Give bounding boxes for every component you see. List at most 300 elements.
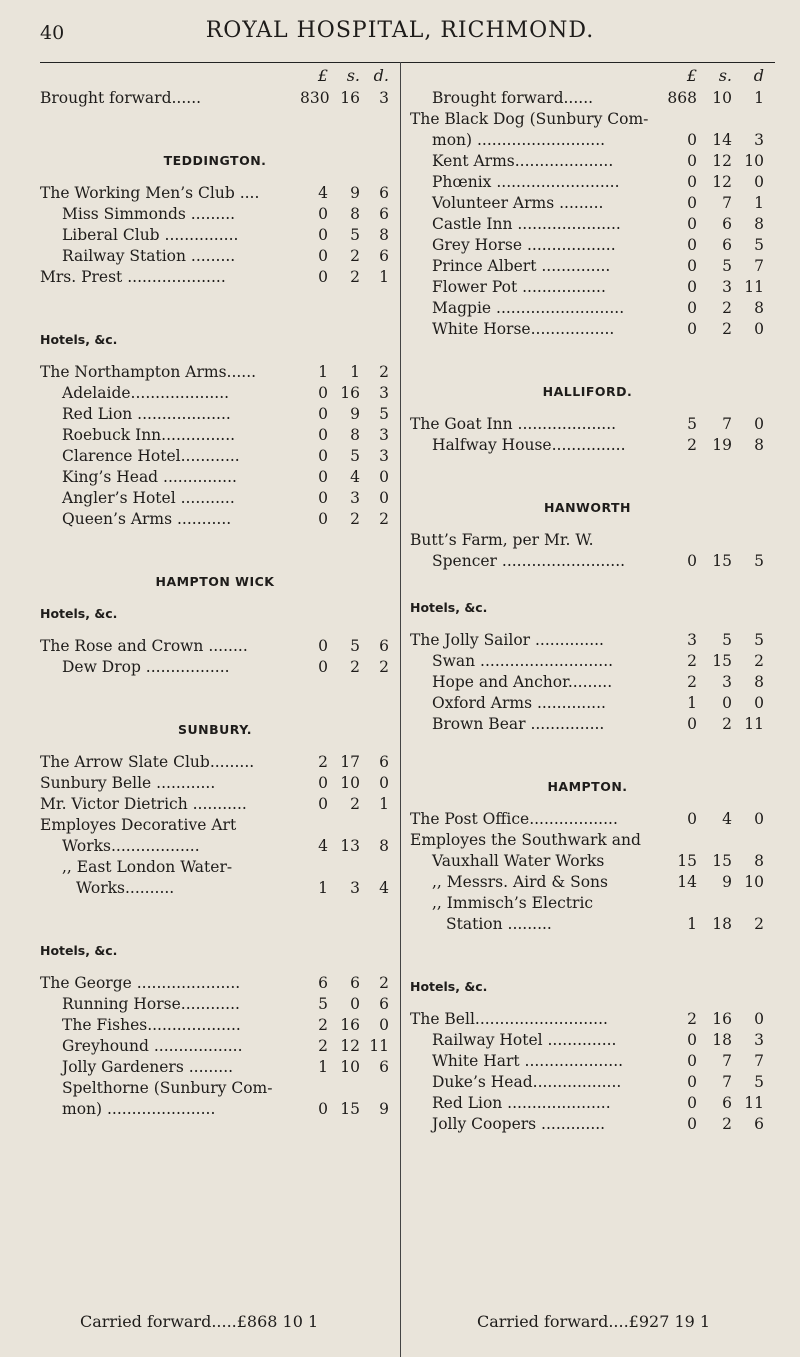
amount-pence: 5 (754, 1073, 764, 1091)
amount-pence: 8 (754, 436, 764, 454)
ledger-row (40, 183, 390, 204)
amount-pounds: 1 (318, 1058, 328, 1076)
amount-shillings: 5 (350, 637, 360, 655)
entry-label: Hope and Anchor......... (432, 673, 613, 691)
amount-shillings: 3 (722, 278, 732, 296)
amount-shillings: 7 (722, 1052, 732, 1070)
amount-pounds: 0 (687, 299, 697, 317)
section-subheading-sunbury-hotels: Hotels, &c. (40, 943, 118, 958)
entry-label: ,, Messrs. Aird & Sons (432, 873, 608, 891)
entry-label: Station ......... (446, 915, 552, 933)
entry-label: The Working Men’s Club .... (40, 184, 260, 202)
page-header (0, 12, 800, 52)
amount-pence: 5 (754, 631, 764, 649)
amount-pence: 6 (379, 995, 389, 1013)
entry-label: Castle Inn ..................... (432, 215, 621, 233)
amount-pence: 8 (754, 215, 764, 233)
amount-shillings: 3 (350, 489, 360, 507)
amount-shillings: 13 (340, 837, 360, 855)
entry-label: Magpie .......................... (432, 299, 625, 317)
hanworth-list (410, 530, 765, 572)
entry-label: Sunbury Belle ............ (40, 774, 216, 792)
ledger-row (410, 1093, 765, 1114)
teddington-hotels-list (40, 362, 390, 530)
ledger-row (410, 256, 765, 277)
ledger-row (410, 809, 765, 830)
entry-label: Railway Station ......... (62, 247, 236, 265)
entry-label: Jolly Coopers ............. (432, 1115, 606, 1133)
amount-shillings: 7 (722, 1073, 732, 1091)
amount-pence: 0 (379, 774, 389, 792)
amount-shillings: 12 (340, 1037, 360, 1055)
ledger-row (40, 752, 390, 773)
amount-pence: 8 (379, 837, 389, 855)
amount-shillings: 17 (340, 753, 360, 771)
ledger-row (40, 267, 390, 288)
brought-forward-row (410, 88, 765, 109)
ledger-row (410, 435, 765, 456)
amount-shillings: 18 (712, 1031, 732, 1049)
amount-pence: 6 (379, 637, 389, 655)
sunbury-list (40, 752, 390, 899)
ledger-row (410, 414, 765, 435)
amount-shillings: 6 (722, 236, 732, 254)
entry-label: White Hart .................... (432, 1052, 624, 1070)
amount-pounds: 0 (318, 1100, 328, 1118)
amount-pounds: 0 (687, 1094, 697, 1112)
section-heading-hampton: HAMPTON. (547, 779, 628, 794)
entry-label: ,, East London Water- (62, 858, 233, 876)
amount-pence: 6 (379, 205, 389, 223)
entry-label: Miss Simmonds ......... (62, 205, 236, 223)
entry-label: Oxford Arms .............. (432, 694, 606, 712)
amount-pence: 3 (379, 447, 389, 465)
amount-pence: 11 (744, 278, 764, 296)
amount-pence: 0 (754, 694, 764, 712)
entry-label: mon) ...................... (62, 1100, 216, 1118)
ledger-row (410, 298, 765, 319)
currency-header (410, 66, 765, 88)
entry-label: Works.................. (62, 837, 200, 855)
ledger-row (410, 1009, 765, 1030)
amount-pounds: 0 (687, 552, 697, 570)
entry-label: Adelaide.................... (62, 384, 230, 402)
section-subheading-hanworth-hotels: Hotels, &c. (410, 600, 488, 615)
sunbury-continued-list (410, 109, 765, 340)
hampton-hotels-list (410, 1009, 765, 1135)
ledger-row (410, 214, 765, 235)
pounds-unit: £ (686, 66, 697, 85)
ledger-row (410, 1114, 765, 1135)
amount-pence: 3 (754, 1031, 764, 1049)
amount-pence: 2 (754, 915, 764, 933)
ledger-row (40, 1099, 390, 1120)
section-subheading-hampton-wick-hotels: Hotels, &c. (40, 606, 118, 621)
amount-pence: 11 (369, 1037, 389, 1055)
amount-shillings: 16 (340, 89, 360, 107)
ledger-row (410, 130, 765, 151)
amount-pence: 2 (379, 974, 389, 992)
amount-pounds: 0 (687, 1052, 697, 1070)
amount-shillings: 12 (712, 173, 732, 191)
ledger-row (40, 1078, 390, 1099)
amount-shillings: 15 (712, 852, 732, 870)
entry-label: Red Lion ................... (62, 405, 231, 423)
amount-shillings: 10 (340, 774, 360, 792)
entry-label: Liberal Club ............... (62, 226, 239, 244)
carried-forward-right: Carried forward....£927 19 1 (477, 1312, 711, 1331)
amount-shillings: 8 (350, 426, 360, 444)
ledger-row (40, 225, 390, 246)
amount-pence: 0 (379, 1016, 389, 1034)
amount-pence: 4 (379, 879, 389, 897)
amount-pounds: 0 (318, 247, 328, 265)
amount-shillings: 3 (722, 673, 732, 691)
amount-pounds: 0 (687, 131, 697, 149)
amount-shillings: 2 (350, 658, 360, 676)
entry-label: Prince Albert .............. (432, 257, 611, 275)
pence-unit: d (753, 66, 764, 85)
entry-label: Duke’s Head.................. (432, 1073, 622, 1091)
page-number: 40 (40, 22, 65, 44)
amount-pounds: 2 (687, 436, 697, 454)
shillings-unit: s. (718, 66, 732, 85)
entry-label: Clarence Hotel............ (62, 447, 240, 465)
entry-label: Volunteer Arms ......... (432, 194, 604, 212)
amount-shillings: 9 (722, 873, 732, 891)
amount-shillings: 5 (722, 257, 732, 275)
entry-label: Flower Pot ................. (432, 278, 606, 296)
currency-header (40, 66, 390, 88)
ledger-row (40, 488, 390, 509)
amount-pence: 0 (754, 1010, 764, 1028)
amount-pounds: 2 (687, 652, 697, 670)
shillings-unit: s. (346, 66, 360, 85)
amount-pence: 1 (754, 194, 764, 212)
amount-pence: 8 (754, 673, 764, 691)
ledger-row (410, 630, 765, 651)
ledger-row (410, 172, 765, 193)
amount-shillings: 2 (350, 510, 360, 528)
entry-label: Kent Arms.................... (432, 152, 614, 170)
entry-label: The Goat Inn .................... (410, 415, 617, 433)
entry-label: Mr. Victor Dietrich ........... (40, 795, 247, 813)
amount-pence: 2 (754, 652, 764, 670)
brought-forward-label: Brought forward...... (40, 89, 202, 107)
amount-pounds: 5 (687, 415, 697, 433)
amount-shillings: 2 (722, 299, 732, 317)
amount-pounds: 0 (318, 774, 328, 792)
left-column (40, 66, 390, 1120)
amount-pence: 0 (379, 468, 389, 486)
amount-pence: 0 (379, 489, 389, 507)
amount-pounds: 0 (687, 173, 697, 191)
ledger-row (410, 851, 765, 872)
section-heading-teddington: TEDDINGTON. (163, 153, 267, 168)
ledger-row (40, 246, 390, 267)
amount-shillings: 12 (712, 152, 732, 170)
ledger-row (40, 773, 390, 794)
ledger-row (410, 914, 765, 935)
amount-pounds: 2 (687, 673, 697, 691)
amount-pence: 0 (754, 810, 764, 828)
amount-pounds: 0 (318, 795, 328, 813)
entry-label: The Jolly Sailor .............. (410, 631, 604, 649)
amount-pence: 1 (379, 268, 389, 286)
entry-label: Swan ........................... (432, 652, 614, 670)
ledger-row (40, 878, 390, 899)
amount-shillings: 2 (350, 247, 360, 265)
ledger-row (40, 1057, 390, 1078)
amount-pence: 0 (754, 415, 764, 433)
entry-label: Running Horse............ (62, 995, 240, 1013)
amount-pence: 5 (754, 552, 764, 570)
amount-pence: 7 (754, 1052, 764, 1070)
ledger-row (40, 362, 390, 383)
pounds-unit: £ (317, 66, 328, 85)
amount-pence: 8 (379, 226, 389, 244)
amount-pence: 8 (754, 299, 764, 317)
entry-label: Red Lion ..................... (432, 1094, 611, 1112)
entry-label: King’s Head ............... (62, 468, 237, 486)
ledger-row (410, 235, 765, 256)
amount-pounds: 0 (687, 257, 697, 275)
amount-pounds: 0 (318, 468, 328, 486)
entry-label: Spelthorne (Sunbury Com- (62, 1079, 273, 1097)
amount-pounds: 0 (318, 637, 328, 655)
amount-pounds: 0 (687, 194, 697, 212)
amount-pence: 2 (379, 658, 389, 676)
amount-shillings: 5 (350, 447, 360, 465)
ledger-row (410, 893, 765, 914)
amount-pence: 10 (744, 152, 764, 170)
ledger-row (40, 1036, 390, 1057)
section-subheading-teddington-hotels: Hotels, &c. (40, 332, 118, 347)
amount-pounds: 0 (318, 426, 328, 444)
entry-label: Grey Horse .................. (432, 236, 616, 254)
ledger-row (410, 530, 765, 551)
ledger-row (40, 636, 390, 657)
amount-pence: 3 (379, 89, 389, 107)
entry-label: Dew Drop ................. (62, 658, 230, 676)
amount-pounds: 830 (300, 89, 330, 107)
entry-label: Jolly Gardeners ......... (62, 1058, 234, 1076)
amount-shillings: 4 (350, 468, 360, 486)
amount-shillings: 15 (712, 652, 732, 670)
ledger-row (40, 204, 390, 225)
amount-pounds: 4 (318, 184, 328, 202)
ledger-row (40, 657, 390, 678)
amount-pence: 11 (744, 715, 764, 733)
amount-pence: 7 (754, 257, 764, 275)
ledger-row (40, 1015, 390, 1036)
ledger-row (410, 193, 765, 214)
amount-pounds: 0 (318, 268, 328, 286)
sunbury-hotels-list (40, 973, 390, 1120)
amount-pence: 5 (379, 405, 389, 423)
amount-shillings: 6 (350, 974, 360, 992)
ledger-row (410, 1072, 765, 1093)
amount-pounds: 14 (677, 873, 697, 891)
amount-pounds: 2 (687, 1010, 697, 1028)
ledger-row (40, 973, 390, 994)
amount-pounds: 0 (318, 510, 328, 528)
amount-shillings: 6 (722, 1094, 732, 1112)
top-rule (40, 62, 775, 63)
entry-label: Angler’s Hotel ........... (62, 489, 235, 507)
amount-shillings: 2 (722, 715, 732, 733)
amount-shillings: 7 (722, 194, 732, 212)
ledger-row (410, 551, 765, 572)
amount-pence: 11 (744, 1094, 764, 1112)
amount-pence: 2 (379, 363, 389, 381)
entry-label: Spencer ......................... (432, 552, 626, 570)
amount-pounds: 0 (687, 320, 697, 338)
amount-shillings: 9 (350, 184, 360, 202)
amount-pounds: 2 (318, 1016, 328, 1034)
amount-pounds: 0 (318, 226, 328, 244)
section-heading-hanworth: HANWORTH (543, 500, 632, 515)
amount-shillings: 15 (712, 552, 732, 570)
ledger-row (410, 693, 765, 714)
entry-label: White Horse................. (432, 320, 615, 338)
amount-shillings: 0 (350, 995, 360, 1013)
entry-label: Employes Decorative Art (40, 816, 237, 834)
amount-shillings: 16 (340, 384, 360, 402)
amount-shillings: 1 (350, 363, 360, 381)
amount-pence: 0 (754, 320, 764, 338)
amount-shillings: 16 (712, 1010, 732, 1028)
ledger-row (410, 319, 765, 340)
amount-shillings: 3 (350, 879, 360, 897)
teddington-list (40, 183, 390, 288)
entry-label: Railway Hotel .............. (432, 1031, 617, 1049)
ledger-row (40, 857, 390, 878)
amount-shillings: 4 (722, 810, 732, 828)
entry-label: The George ..................... (40, 974, 241, 992)
amount-pounds: 0 (318, 405, 328, 423)
ledger-row (40, 383, 390, 404)
ledger-row (40, 815, 390, 836)
amount-shillings: 2 (722, 320, 732, 338)
entry-label: Brown Bear ............... (432, 715, 605, 733)
running-title: ROYAL HOSPITAL, RICHMOND. (205, 18, 595, 43)
pence-unit: d. (373, 66, 389, 85)
amount-shillings: 5 (350, 226, 360, 244)
amount-pounds: 0 (687, 715, 697, 733)
amount-shillings: 2 (722, 1115, 732, 1133)
amount-pounds: 0 (687, 810, 697, 828)
ledger-row (410, 672, 765, 693)
ledger-row (40, 836, 390, 857)
ledger-row (410, 872, 765, 893)
entry-label: Vauxhall Water Works (432, 852, 605, 870)
amount-shillings: 19 (712, 436, 732, 454)
ledger-row (410, 151, 765, 172)
amount-pounds: 2 (318, 753, 328, 771)
entry-label: Greyhound .................. (62, 1037, 243, 1055)
section-heading-sunbury: SUNBURY. (178, 722, 252, 737)
right-column (410, 66, 765, 1135)
amount-pounds: 0 (687, 1073, 697, 1091)
amount-shillings: 10 (340, 1058, 360, 1076)
amount-pounds: 0 (687, 236, 697, 254)
entry-label: Works.......... (76, 879, 175, 897)
ledger-row (410, 714, 765, 735)
amount-pence: 3 (379, 426, 389, 444)
entry-label: Employes the Southwark and (410, 831, 641, 849)
amount-pounds: 0 (687, 215, 697, 233)
ledger-row (40, 509, 390, 530)
hanworth-hotels-list (410, 630, 765, 735)
amount-pence: 6 (379, 184, 389, 202)
section-heading-halliford: HALLIFORD. (542, 384, 633, 399)
amount-shillings: 6 (722, 215, 732, 233)
entry-label: Halfway House............... (432, 436, 626, 454)
amount-pence: 3 (754, 131, 764, 149)
amount-pence: 8 (754, 852, 764, 870)
amount-pounds: 2 (318, 1037, 328, 1055)
amount-pence: 6 (379, 1058, 389, 1076)
amount-pounds: 0 (318, 205, 328, 223)
ledger-row (40, 425, 390, 446)
entry-label: The Post Office.................. (410, 810, 618, 828)
amount-pence: 9 (379, 1100, 389, 1118)
ledger-row (410, 830, 765, 851)
entry-label: Butt’s Farm, per Mr. W. (410, 531, 594, 549)
ledger-row (410, 651, 765, 672)
entry-label: ,, Immisch’s Electric (432, 894, 594, 912)
amount-pounds: 4 (318, 837, 328, 855)
amount-shillings: 7 (722, 415, 732, 433)
amount-pounds: 0 (318, 447, 328, 465)
entry-label: The Northampton Arms...... (40, 363, 257, 381)
amount-pounds: 0 (687, 152, 697, 170)
ledger-row (410, 1030, 765, 1051)
amount-pence: 5 (754, 236, 764, 254)
amount-pounds: 0 (687, 278, 697, 296)
amount-shillings: 8 (350, 205, 360, 223)
entry-label: The Fishes................... (62, 1016, 241, 1034)
amount-shillings: 0 (722, 694, 732, 712)
entry-label: Phœnix ......................... (432, 173, 620, 191)
ledger-row (40, 994, 390, 1015)
ledger-row (410, 277, 765, 298)
amount-shillings: 18 (712, 915, 732, 933)
entry-label: The Bell........................... (410, 1010, 608, 1028)
entry-label: The Rose and Crown ........ (40, 637, 248, 655)
amount-pence: 1 (379, 795, 389, 813)
entry-label: The Black Dog (Sunbury Com- (410, 110, 649, 128)
hampton-list (410, 809, 765, 935)
brought-forward-label: Brought forward...... (432, 89, 594, 107)
ledger-row (410, 1051, 765, 1072)
amount-pence: 6 (754, 1115, 764, 1133)
amount-pence: 6 (379, 247, 389, 265)
entry-label: Queen’s Arms ........... (62, 510, 232, 528)
column-divider (400, 62, 401, 1357)
ledger-row (40, 446, 390, 467)
amount-pounds: 1 (318, 879, 328, 897)
ledger-row (40, 467, 390, 488)
amount-pence: 1 (754, 89, 764, 107)
entry-label: The Arrow Slate Club......... (40, 753, 255, 771)
amount-shillings: 16 (340, 1016, 360, 1034)
amount-shillings: 14 (712, 131, 732, 149)
amount-pounds: 0 (318, 384, 328, 402)
entry-label: mon) .......................... (432, 131, 606, 149)
hampton-wick-list (40, 636, 390, 678)
